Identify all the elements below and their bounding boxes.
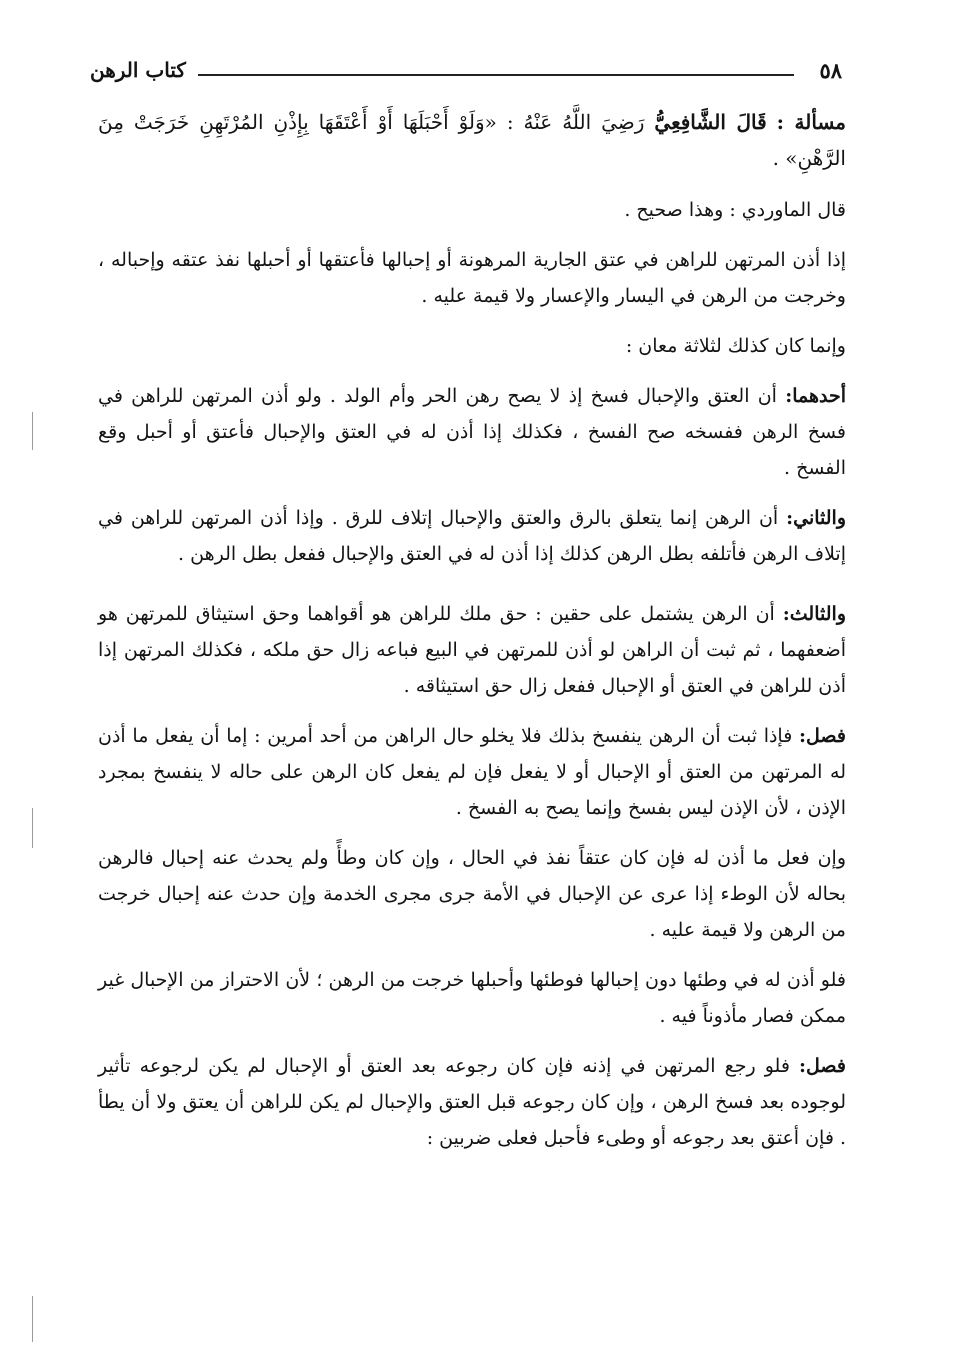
section-lead: فصل: bbox=[799, 1055, 846, 1077]
paragraph-text: أن الرهن يشتمل على حقين : حق ملك للراهن هو أقواهما وحق استيثاق للمرتهن هو أضعفهما ، ثم ثبت أن الراهن لو أذن للمرتهن في البيع فباعه زال حق ملكه ، فكذلك المرتهن إذا أذن للراهن في العتق أو الإحبال ففعل زال حق استيثاقه . bbox=[98, 603, 846, 697]
page-body bbox=[98, 104, 846, 1170]
paragraph-third-meaning bbox=[98, 596, 846, 704]
paragraph-section bbox=[98, 1048, 846, 1156]
paragraph-text: فإذا ثبت أن الرهن ينفسخ بذلك فلا يخلو حال الراهن من أحد أمرين : إما أن يفعل ما أذن له المرتهن من العتق أو الإحبال أو لا يفعل فإن لم يفعل كان الرهن على حاله لا ينفسخ بمجرد الإذن ، لأن الإذن ليس بفسخ وإنما يصح به الفسخ . bbox=[98, 725, 846, 819]
binding-edge-mark bbox=[32, 1296, 33, 1342]
paragraph-second-meaning bbox=[98, 500, 846, 572]
header-rule bbox=[198, 74, 794, 76]
paragraph bbox=[98, 328, 846, 364]
paragraph-text: وإن فعل ما أذن له فإن كان عتقاً نفذ في الحال ، وإن كان وطأً ولم يحدث عنه إحبال فالرهن بحاله لأن الوطء إذا عرى عن الإحبال في الأمة جرى مجرى الخدمة وإن حدث عنه إحبال خرجت من الرهن ولا قيمة عليه . bbox=[98, 847, 846, 941]
paragraph-text: إذا أذن المرتهن للراهن في عتق الجارية المرهونة أو إحبالها فأعتقها أو أحبلها نفذ عتقه وإحباله ، وخرجت من الرهن في اليسار والإعسار ولا قيمة عليه . bbox=[98, 249, 846, 307]
paragraph bbox=[98, 242, 846, 314]
paragraph-text: أن الرهن إنما يتعلق بالرق والعتق والإحبال إتلاف للرق . وإذا أذن المرتهن للراهن في إتلاف الرهن فأتلفه بطل الرهن كذلك إذا أذن له في العتق والإحبال ففعل بطل الرهن . bbox=[98, 507, 846, 565]
paragraph-lead: والثالث: bbox=[782, 603, 846, 625]
paragraph-lead: والثاني: bbox=[786, 507, 846, 529]
paragraph-text: رَضِيَ اللَّهُ عَنْهُ : «وَلَوْ أَحْبَلَهَا أَوْ أَعْتَقَهَا بِإِذْنِ المُرْتَهِنِ خَرَجَتْ مِنَ الرَّهْنِ» . bbox=[98, 110, 846, 170]
paragraph-first-meaning bbox=[98, 378, 846, 486]
paragraph bbox=[98, 962, 846, 1034]
quoted-author: قَالَ الشَّافِعِيُّ bbox=[654, 110, 767, 134]
page-number: ٥٨ bbox=[819, 58, 842, 83]
paragraph-lead: مسألة : bbox=[776, 110, 847, 134]
paragraph-mawardi bbox=[98, 192, 846, 228]
paragraph bbox=[98, 840, 846, 948]
paragraph-section bbox=[98, 718, 846, 826]
running-title: كتاب الرهن bbox=[90, 58, 186, 82]
page-header bbox=[90, 58, 842, 90]
binding-edge-mark bbox=[32, 808, 33, 848]
paragraph-lead: أحدهما: bbox=[785, 385, 846, 407]
binding-edge-mark bbox=[32, 412, 33, 450]
paragraph-text: فلو أذن له في وطئها دون إحبالها فوطئها وأحبلها خرجت من الرهن ؛ لأن الاحتراز من الإحبال غير ممكن فصار مأذوناً فيه . bbox=[98, 969, 846, 1027]
paragraph-text: وإنما كان كذلك لثلاثة معان : bbox=[625, 335, 846, 357]
section-lead: فصل: bbox=[799, 725, 846, 747]
spacer bbox=[98, 586, 846, 596]
paragraph-text: فلو رجع المرتهن في إذنه فإن كان رجوعه بعد العتق أو الإحبال لم يكن لرجوعه تأثير لوجوده بعد فسخ الرهن ، وإن كان رجوعه قبل العتق والإحبال لم يكن للراهن أن يعتق ولا أن يطأ . فإن أعتق بعد رجوعه أو وطىء فأحبل فعلى ضربين : bbox=[98, 1055, 846, 1149]
paragraph-text: قال الماوردي : وهذا صحيح . bbox=[624, 199, 846, 221]
paragraph-masala bbox=[98, 104, 846, 176]
paragraph-text: أن العتق والإحبال فسخ إذ لا يصح رهن الحر وأم الولد . ولو أذن المرتهن للراهن في فسخ الرهن ففسخه صح الفسخ ، فكذلك إذا أذن له في العتق والإحبال فأعتق أو أحبل وقع الفسخ . bbox=[98, 385, 846, 479]
